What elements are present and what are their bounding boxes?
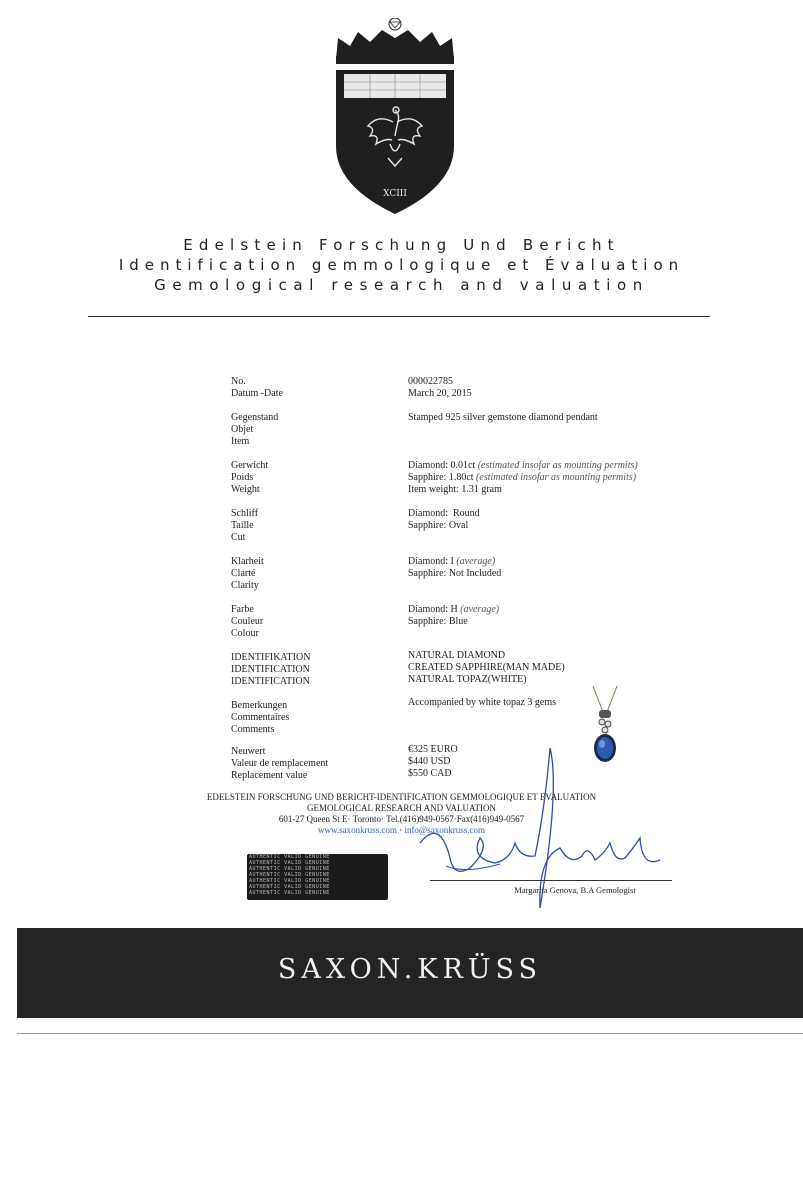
crown-icon [336, 30, 454, 60]
value-euro: €325 EURO [408, 744, 458, 755]
hologram-text: AUTHENTIC VALID GENUINE [249, 854, 330, 860]
diamond-weight: Diamond: 0.01ct (estimated insofar as mounting permits) [408, 460, 638, 471]
footer-address: 601-27 Queen St E· Toronto· Tel.(416)949-0567·Fax(416)949-0567 [278, 814, 525, 824]
field-label: IDENTIFICATION [231, 664, 310, 675]
field-label: Comments [231, 724, 275, 735]
field-label: Objet [231, 424, 254, 435]
title-divider [88, 316, 710, 317]
report-number: 000022785 [408, 376, 453, 387]
gemologist-name: Margarita Genova, B.A Gemologist [514, 885, 636, 895]
brand-name: SAXON.KRÜSS [277, 954, 543, 985]
diamond-icon [389, 18, 401, 30]
field-label: Taille [231, 520, 254, 531]
field-label: IDENTIFIKATION [231, 652, 311, 663]
email-link[interactable]: info@saxonkruss.com [404, 825, 485, 835]
field-label: Gerwicht [231, 460, 269, 471]
estimate-note: (estimated insofar as mounting permits) [477, 460, 638, 471]
field-label: Valeur de remplacement [231, 758, 329, 769]
field-label: No. [231, 376, 246, 387]
authenticity-hologram [247, 854, 388, 900]
sapphire-cut: Sapphire: Oval [408, 520, 469, 531]
field-label: Commentaires [231, 712, 290, 723]
field-label: Colour [231, 628, 259, 639]
estimate-note: (estimated insofar as mounting permits) [476, 472, 637, 483]
diamond-clarity: Diamond: I (average) [408, 556, 496, 567]
crest-motto: XCIII [383, 189, 407, 199]
hologram-text: AUTHENTIC VALID GENUINE [249, 866, 330, 872]
field-label: Clarity [231, 580, 259, 591]
hologram-text: AUTHENTIC VALID GENUINE [249, 872, 330, 878]
bottom-divider [17, 1033, 803, 1034]
item-weight: Item weight: 1.31 gram [408, 484, 502, 495]
hologram-text: AUTHENTIC VALID GENUINE [249, 860, 330, 866]
hologram-text: AUTHENTIC VALID GENUINE [249, 884, 330, 890]
item-description: Stamped 925 silver gemstone diamond pendant [408, 412, 598, 423]
field-label: Replacement value [231, 770, 308, 781]
field-label: Klarheit [231, 556, 264, 567]
diamond-colour: Diamond: H (average) [408, 604, 500, 615]
footer-line-1: EDELSTEIN FORSCHUNG UND BERICHT-IDENTIFICATION GEMMOLOGIQUE ET EVALUATION [206, 792, 597, 802]
hologram-text: AUTHENTIC VALID GENUINE [249, 878, 330, 884]
field-label: Farbe [231, 604, 254, 615]
title-french: Identification gemmologique et Évaluation [118, 256, 685, 274]
field-label: Neuwert [231, 746, 266, 757]
field-label: Clarté [231, 568, 256, 579]
signature-line [430, 880, 672, 881]
sapphire-weight: Sapphire: 1.80ct (estimated insofar as mounting permits) [408, 472, 637, 483]
sapphire-clarity: Sapphire: Not Included [408, 568, 502, 579]
average-note: (average) [456, 556, 496, 567]
field-label: Schliff [231, 508, 259, 519]
field-label: Datum -Date [231, 388, 283, 399]
identification-value: NATURAL DIAMOND [408, 650, 506, 661]
field-label: Gegenstand [231, 412, 279, 423]
identification-value: NATURAL TOPAZ(WHITE) [408, 674, 527, 685]
footer-contacts: www.saxonkruss.com · info@saxonkruss.com [318, 825, 485, 835]
hologram-text: AUTHENTIC VALID GENUINE [249, 890, 330, 896]
crest-logo [330, 18, 460, 216]
field-label: Item [231, 436, 250, 447]
diamond-cut: Diamond: Round [408, 508, 480, 519]
title-english: Gemological research and valuation [154, 276, 649, 294]
average-note: (average) [460, 604, 500, 615]
field-label: IDENTIFICATION [231, 676, 310, 687]
sapphire-colour: Sapphire: Blue [408, 616, 468, 627]
title-german: Edelstein Forschung Und Bericht [183, 236, 620, 254]
report-date: March 20, 2015 [408, 388, 472, 399]
field-label: Bemerkungen [231, 700, 288, 711]
value-usd: $440 USD [408, 756, 451, 767]
field-label: Poids [231, 472, 254, 483]
value-cad: $550 CAD [408, 768, 452, 779]
website-link[interactable]: www.saxonkruss.com [318, 825, 397, 835]
field-label: Couleur [231, 616, 264, 627]
identification-value: CREATED SAPPHIRE(MAN MADE) [408, 662, 565, 673]
comments-value: Accompanied by white topaz 3 gems [408, 697, 557, 708]
field-label: Weight [231, 484, 260, 495]
footer-line-2: GEMOLOGICAL RESEARCH AND VALUATION [306, 803, 497, 813]
field-label: Cut [231, 532, 246, 543]
